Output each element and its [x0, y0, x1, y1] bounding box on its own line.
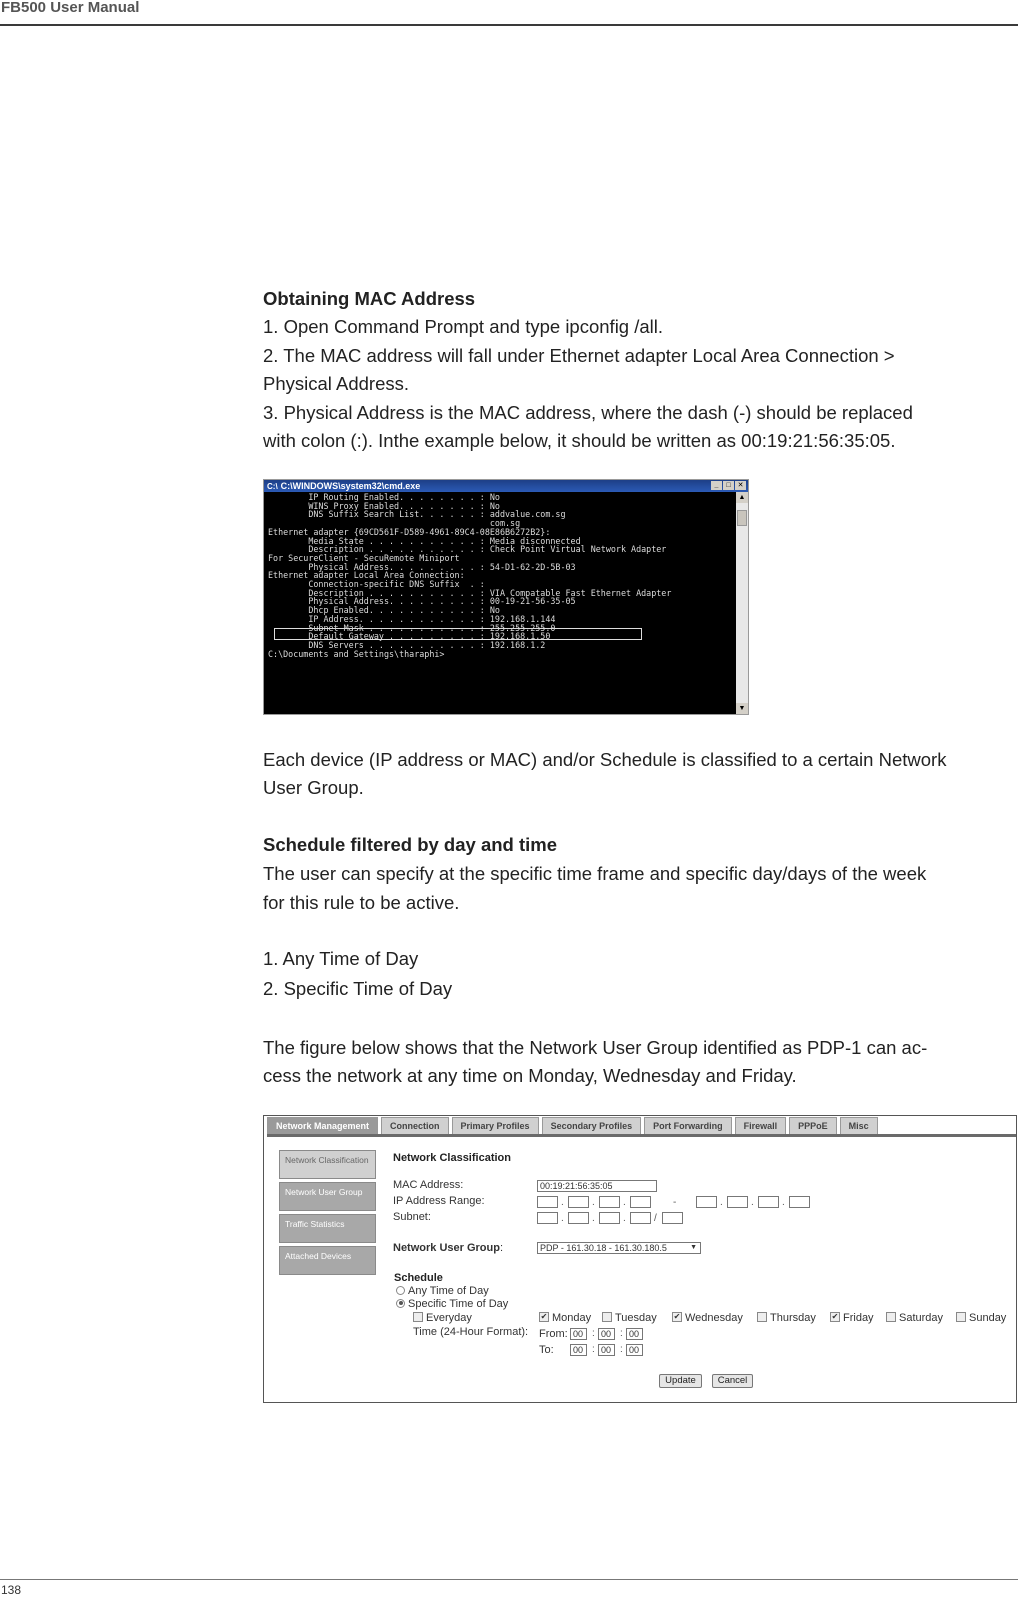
- from-second-input[interactable]: 00: [626, 1328, 643, 1340]
- day-option-friday[interactable]: [830, 1312, 874, 1324]
- cmd-output-line: Description . . . . . . . . . . . : Check Point Virtual Network Adapter: [268, 544, 667, 555]
- figure-caption-line-1: The figure below shows that the Network User Group identified as PDP-1 can ac-: [263, 1037, 928, 1058]
- cmd-output-line: Connection-specific DNS Suffix . :: [268, 579, 485, 590]
- page-header: [0, 0, 1018, 26]
- group-text-line-2: User Group.: [263, 777, 364, 798]
- ip-end-octet-1[interactable]: [696, 1196, 717, 1208]
- tab-port-forwarding[interactable]: Port Forwarding: [644, 1117, 732, 1134]
- schedule-heading: Schedule filtered by day and time: [263, 834, 558, 855]
- schedule-label: Schedule: [394, 1272, 443, 1284]
- schedule-text-line-1: The user can specify at the specific time frame and specific day/days of the week: [263, 863, 927, 884]
- cmd-output-line: IP Address. . . . . . . . . . . . : 192.168.1.144: [268, 613, 556, 624]
- day-label: Saturday: [899, 1312, 944, 1324]
- time-separator: :: [620, 1328, 623, 1339]
- subnet-octet-4[interactable]: [630, 1212, 651, 1224]
- day-label: Tuesday: [615, 1312, 657, 1324]
- slash-separator: /: [654, 1213, 657, 1224]
- cancel-button[interactable]: Cancel: [712, 1374, 753, 1388]
- scroll-down-icon[interactable]: ▼: [736, 703, 748, 714]
- dot-separator: .: [561, 1213, 564, 1224]
- ip-start-octet-4[interactable]: [630, 1196, 651, 1208]
- mac-step-2: 2. The MAC address will fall under Ethernet adapter Local Area Connection >: [263, 345, 895, 366]
- range-dash: -: [673, 1197, 677, 1208]
- mac-address-input[interactable]: 00:19:21:56:35:05: [537, 1180, 657, 1192]
- physical-address-highlight: [274, 628, 642, 640]
- day-label: Friday: [843, 1312, 874, 1324]
- time-separator: :: [592, 1344, 595, 1355]
- day-option-saturday[interactable]: [886, 1312, 943, 1324]
- mac-step-3: 3. Physical Address is the MAC address, where the dash (-) should be replaced: [263, 402, 913, 423]
- ip-end-octet-4[interactable]: [789, 1196, 810, 1208]
- sidebar-item-network-classification[interactable]: Network Classification: [279, 1150, 376, 1179]
- cmd-output-line: Physical Address. . . . . . . . . : 00-19-21-56-35-05: [268, 596, 576, 607]
- sidebar-item-network-user-group[interactable]: Network User Group: [279, 1182, 376, 1211]
- footer-divider: [0, 1579, 1018, 1580]
- day-label: Thursday: [770, 1312, 816, 1324]
- to-second-input[interactable]: 00: [626, 1344, 643, 1356]
- cmd-output-line: Physical Address. . . . . . . . . : 54-D1-62-2D-5B-03: [268, 561, 576, 572]
- dot-separator: .: [592, 1213, 595, 1224]
- dot-separator: .: [623, 1197, 626, 1208]
- day-label: Wednesday: [685, 1312, 743, 1324]
- label-colon: :: [499, 1242, 504, 1254]
- schedule-text-line-2: for this rule to be active.: [263, 892, 460, 913]
- tab-secondary-profiles[interactable]: Secondary Profiles: [542, 1117, 642, 1134]
- console-icon: C:\: [267, 482, 278, 491]
- router-config-screenshot: [263, 1115, 1017, 1403]
- everyday-label: Everyday: [426, 1312, 472, 1324]
- day-checkbox[interactable]: [956, 1312, 966, 1322]
- cmd-output-line: WINS Proxy Enabled. . . . . . . . : No: [268, 500, 500, 511]
- time-format-label: Time (24-Hour Format):: [413, 1326, 529, 1338]
- network-user-group-select[interactable]: [537, 1242, 701, 1254]
- cmd-output-line: Ethernet adapter Local Area Connection:: [268, 570, 465, 581]
- dot-separator: .: [782, 1197, 785, 1208]
- mac-step-2-cont: Physical Address.: [263, 373, 410, 394]
- cmd-output-line: Dhcp Enabled. . . . . . . . . . . : No: [268, 605, 500, 616]
- cmd-output-line: Media State . . . . . . . . . . . : Media disconnected: [268, 535, 581, 546]
- cmd-output-line: com.sg: [268, 518, 521, 529]
- close-icon[interactable]: ✕: [735, 481, 746, 490]
- mac-step-3-cont: with colon (:). Inthe example below, it should be written as 00:19:21:56:35:05.: [263, 430, 896, 451]
- tab-primary-profiles[interactable]: Primary Profiles: [452, 1117, 539, 1134]
- subnet-label: Subnet:: [393, 1211, 431, 1223]
- tab-pppoe[interactable]: PPPoE: [789, 1117, 837, 1134]
- day-checkbox[interactable]: [602, 1312, 612, 1322]
- ip-start-octet-3[interactable]: [599, 1196, 620, 1208]
- time-separator: :: [620, 1344, 623, 1355]
- page-number: 138: [1, 1583, 22, 1597]
- update-button[interactable]: Update: [659, 1374, 702, 1388]
- dot-separator: .: [623, 1213, 626, 1224]
- dot-separator: .: [561, 1197, 564, 1208]
- from-hour-input[interactable]: 00: [570, 1328, 587, 1340]
- day-label: Monday: [552, 1312, 592, 1324]
- maximize-icon[interactable]: □: [723, 481, 734, 490]
- day-checkbox[interactable]: [757, 1312, 767, 1322]
- schedule-option-1: 1. Any Time of Day: [263, 948, 419, 969]
- cmd-output: [264, 492, 736, 714]
- ip-end-octet-2[interactable]: [727, 1196, 748, 1208]
- dot-separator: .: [751, 1197, 754, 1208]
- subnet-octet-2[interactable]: [568, 1212, 589, 1224]
- schedule-option-2: 2. Specific Time of Day: [263, 978, 453, 999]
- any-time-option[interactable]: [396, 1285, 489, 1297]
- ip-start-octet-2[interactable]: [568, 1196, 589, 1208]
- cmd-output-line: IP Routing Enabled. . . . . . . . : No: [268, 492, 500, 502]
- main-tabs: [267, 1117, 881, 1134]
- from-minute-input[interactable]: 00: [598, 1328, 615, 1340]
- day-option-tuesday[interactable]: [602, 1312, 657, 1324]
- from-label: From:: [539, 1328, 568, 1340]
- specific-time-option[interactable]: [396, 1298, 508, 1310]
- chevron-down-icon: ▼: [690, 1244, 697, 1251]
- manual-title: FB500 User Manual: [1, 0, 140, 16]
- specific-time-label: Specific Time of Day: [408, 1298, 509, 1310]
- ip-end-octet-3[interactable]: [758, 1196, 779, 1208]
- cmd-output-line: Subnet Mask . . . . . . . . . . . : 255.255.255.0: [268, 622, 556, 633]
- mac-section-heading: Obtaining MAC Address: [263, 288, 476, 309]
- day-checkbox[interactable]: [886, 1312, 896, 1322]
- sidebar: [279, 1150, 376, 1278]
- panel-title: Network Classification: [393, 1152, 511, 1164]
- network-user-group-label: Network User Group: [393, 1242, 500, 1254]
- cmd-output-line: Ethernet adapter {69CD561F-D589-4961-89C4-08E86B6272B2}:: [268, 526, 551, 537]
- cmd-output-line: C:\Documents and Settings\tharaphi>: [268, 648, 445, 659]
- sidebar-item-traffic-statistics[interactable]: Traffic Statistics: [279, 1214, 376, 1243]
- mac-address-label: MAC Address:: [393, 1179, 464, 1191]
- subnet-octet-3[interactable]: [599, 1212, 620, 1224]
- day-option-monday[interactable]: [539, 1312, 591, 1324]
- scroll-thumb[interactable]: [737, 510, 747, 526]
- day-checkbox[interactable]: ✔: [673, 1312, 681, 1322]
- minimize-icon[interactable]: _: [711, 481, 722, 490]
- dot-separator: .: [720, 1197, 723, 1208]
- ip-range-label: IP Address Range:: [393, 1195, 485, 1207]
- day-checkbox[interactable]: ✔: [540, 1312, 548, 1322]
- day-label: Sunday: [969, 1312, 1007, 1324]
- dot-separator: .: [592, 1197, 595, 1208]
- cmd-output-line: DNS Suffix Search List. . . . . . : addvalue.com.sg: [268, 509, 566, 520]
- subnet-octet-1[interactable]: [537, 1212, 558, 1224]
- day-option-thursday[interactable]: [757, 1312, 816, 1324]
- command-prompt-window: [263, 479, 749, 715]
- any-time-label: Any Time of Day: [408, 1285, 489, 1297]
- everyday-checkbox[interactable]: [413, 1312, 423, 1322]
- cmd-title: C:\WINDOWS\system32\cmd.exe: [280, 481, 421, 491]
- any-time-radio[interactable]: [396, 1286, 405, 1295]
- day-option-wednesday[interactable]: [672, 1312, 743, 1324]
- day-checkbox[interactable]: ✔: [831, 1312, 839, 1322]
- cmd-output-line: Description . . . . . . . . . . . : VIA Compatable Fast Ethernet Adapter: [268, 587, 672, 598]
- cmd-scrollbar[interactable]: [736, 492, 748, 714]
- network-user-group-value: PDP - 161.30.18 - 161.30.180.5: [540, 1243, 667, 1253]
- everyday-option[interactable]: [413, 1312, 472, 1324]
- cmd-output-line: Default Gateway . . . . . . . . . : 192.168.1.50: [268, 631, 551, 642]
- figure-caption-line-2: cess the network at any time on Monday, Wednesday and Friday.: [263, 1065, 797, 1086]
- sidebar-item-attached-devices[interactable]: Attached Devices: [279, 1246, 376, 1275]
- cmd-output-line: For SecureClient - SecuRemote Miniport: [268, 552, 460, 563]
- tab-misc[interactable]: Misc: [840, 1117, 878, 1134]
- to-minute-input[interactable]: 00: [598, 1344, 615, 1356]
- day-option-sunday[interactable]: [956, 1312, 1006, 1324]
- group-text-line-1: Each device (IP address or MAC) and/or Schedule is classified to a certain Network: [263, 749, 947, 770]
- cmd-titlebar: [264, 480, 748, 492]
- tab-connection[interactable]: Connection: [381, 1117, 449, 1134]
- time-separator: :: [592, 1328, 595, 1339]
- tab-divider: [267, 1134, 1017, 1137]
- subnet-prefix-input[interactable]: [662, 1212, 683, 1224]
- to-label: To:: [539, 1344, 554, 1356]
- to-hour-input[interactable]: 00: [570, 1344, 587, 1356]
- tab-firewall[interactable]: Firewall: [735, 1117, 787, 1134]
- mac-step-1: 1. Open Command Prompt and type ipconfig /all.: [263, 316, 664, 337]
- cmd-output-line: DNS Servers . . . . . . . . . . . : 192.168.1.2: [268, 639, 546, 650]
- tab-network-management[interactable]: Network Management: [267, 1117, 378, 1134]
- ip-start-octet-1[interactable]: [537, 1196, 558, 1208]
- scroll-up-icon[interactable]: ▲: [736, 492, 748, 503]
- specific-time-radio[interactable]: [396, 1299, 405, 1308]
